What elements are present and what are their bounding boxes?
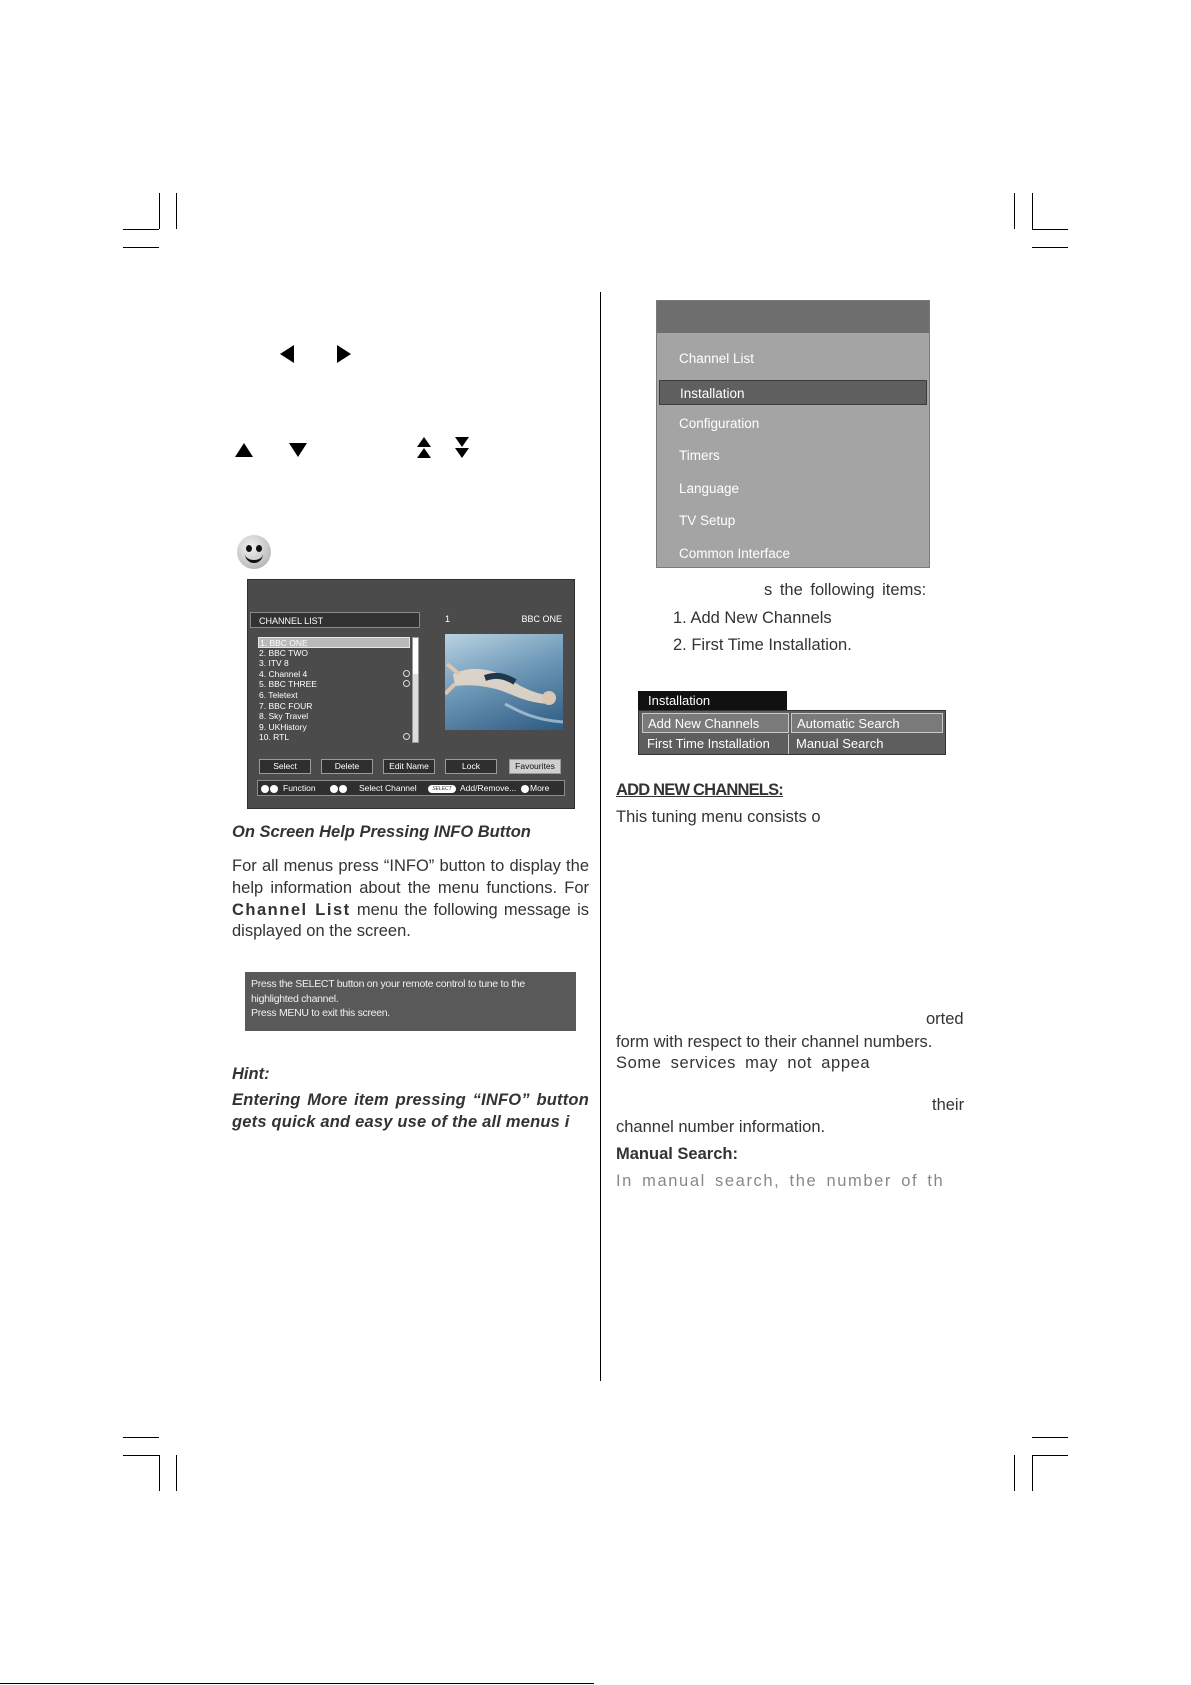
page-down-icon-lower [455, 448, 469, 458]
text-fragment: their [932, 1096, 965, 1114]
section-subheading: On Screen Help Pressing INFO Button [232, 823, 531, 841]
menu-item-installation[interactable]: Installation [659, 380, 927, 405]
channel-list [258, 637, 410, 743]
installation-title: Installation [638, 691, 787, 710]
channel-row[interactable] [258, 732, 410, 743]
page-up-icon-lower [417, 448, 431, 458]
crop-mark [123, 247, 159, 248]
menu-item-tv-setup[interactable]: TV Setup [679, 513, 736, 528]
list-item-first-time-installation: 2. First Time Installation. [673, 636, 852, 654]
add-new-channels-item[interactable]: Add New Channels [642, 713, 789, 733]
menu-item-language[interactable]: Language [679, 481, 740, 496]
crop-mark [1032, 229, 1068, 230]
left-arrow-icon [280, 345, 294, 363]
crop-mark [1032, 1455, 1033, 1491]
info-smiley-icon [237, 535, 271, 569]
osd-help-bar [257, 780, 565, 796]
crop-mark [1032, 247, 1068, 248]
favourite-icon [403, 680, 410, 687]
crop-mark [1014, 1455, 1015, 1491]
text-fragment: form with respect to their channel numbers. [616, 1033, 933, 1051]
channel-list-scrollbar[interactable] [412, 637, 419, 743]
page-up-icon [417, 437, 431, 447]
channel-row[interactable]: 2. BBC TWO [259, 647, 308, 658]
select-key-icon: SELECT [428, 781, 456, 795]
channel-list-term: Channel List [232, 900, 351, 919]
down-arrow-icon [289, 443, 307, 457]
scrollbar-thumb[interactable] [413, 638, 418, 674]
channel-row-label: 5. BBC THREE [259, 679, 317, 690]
up-arrow-icon [235, 443, 253, 457]
installation-panel [638, 710, 946, 755]
text-fragment: Some services may not appea [616, 1054, 871, 1072]
up-down-keys-icon [330, 781, 348, 795]
list-item-add-new-channels: 1. Add New Channels [673, 609, 832, 627]
info-paragraph: For all menus press “INFO” button to display the help information about the menu functions. For Channel List menu the following message is displayed on the screen. [232, 857, 589, 941]
manual-search-option[interactable]: Manual Search [796, 736, 884, 751]
lock-button[interactable]: Lock [445, 759, 497, 774]
crop-mark [123, 1455, 159, 1456]
crop-mark [159, 1455, 160, 1491]
info-key-icon [521, 781, 530, 795]
channel-row[interactable]: 3. ITV 8 [259, 658, 289, 669]
edit-name-button[interactable]: Edit Name [383, 759, 435, 774]
manual-search-heading: Manual Search: [616, 1145, 738, 1163]
crop-mark [159, 193, 160, 229]
crop-mark [176, 1455, 177, 1491]
automatic-search-option[interactable]: Automatic Search [791, 713, 943, 733]
menu-item-common-interface[interactable]: Common Interface [679, 546, 791, 561]
channel-row[interactable] [258, 679, 410, 690]
current-channel-number: 1 [445, 614, 451, 624]
page-down-icon [455, 437, 469, 447]
channel-row[interactable]: 7. BBC FOUR [259, 700, 313, 711]
osd-button-row [259, 759, 565, 775]
favourites-button[interactable]: Favourites [509, 759, 561, 774]
help-more-label: More [530, 783, 550, 793]
crop-mark [1032, 1437, 1068, 1438]
text-fragment: orted [926, 1010, 964, 1028]
bottom-rule [0, 1683, 594, 1684]
help-select-channel-label: Select Channel [359, 783, 417, 793]
tuning-menu-text: This tuning menu consists o [616, 808, 821, 826]
column-divider [600, 292, 601, 1381]
add-new-channels-heading: ADD NEW CHANNELS: [616, 781, 783, 799]
main-menu-osd [656, 300, 930, 568]
channel-list-header: CHANNEL LIST [250, 612, 420, 628]
channel-row[interactable]: 1. BBC ONE [258, 637, 410, 648]
first-time-installation-item[interactable]: First Time Installation [642, 734, 789, 754]
crop-mark [176, 193, 177, 229]
favourite-icon [403, 733, 410, 740]
crop-mark [123, 1437, 159, 1438]
current-channel-name: BBC ONE [521, 614, 562, 624]
delete-button[interactable]: Delete [321, 759, 373, 774]
channel-row[interactable]: 6. Teletext [259, 689, 298, 700]
manual-search-text: In manual search, the number of th [616, 1172, 945, 1190]
crop-mark [1032, 1455, 1068, 1456]
help-message-box: Press the SELECT button on your remote control to tune to the highlighted channel. Press MENU to exit this screen. [245, 972, 576, 1031]
channel-row[interactable]: 4. Channel 4 [259, 668, 308, 679]
left-right-keys-icon [261, 781, 279, 795]
crop-mark [1014, 193, 1015, 229]
channel-preview-image [445, 634, 563, 730]
channel-row[interactable]: 8. Sky Travel [259, 711, 309, 722]
select-button[interactable]: Select [259, 759, 311, 774]
channel-row[interactable]: 9. UKHistory [259, 721, 307, 732]
hint-body: Entering More item pressing “INFO” button gets quick and easy use of the all menus i [232, 1091, 589, 1131]
text-fragment: channel number information. [616, 1118, 826, 1136]
crop-mark [1032, 193, 1033, 229]
help-function-label: Function [283, 783, 316, 793]
menu-item-configuration[interactable]: Configuration [679, 416, 760, 431]
right-arrow-icon [337, 345, 351, 363]
items-intro-text: s the following items: [764, 581, 927, 599]
help-add-remove-label: Add/Remove... [460, 783, 517, 793]
hint-title: Hint: [232, 1065, 270, 1083]
crop-mark [123, 229, 159, 230]
menu-item-timers[interactable]: Timers [679, 448, 720, 463]
menu-title-bar [657, 301, 929, 333]
channel-row-label: 10. RTL [259, 732, 290, 743]
menu-item-channel-list[interactable]: Channel List [679, 351, 755, 366]
installation-submenu [638, 691, 946, 755]
channel-list-osd [247, 579, 575, 809]
